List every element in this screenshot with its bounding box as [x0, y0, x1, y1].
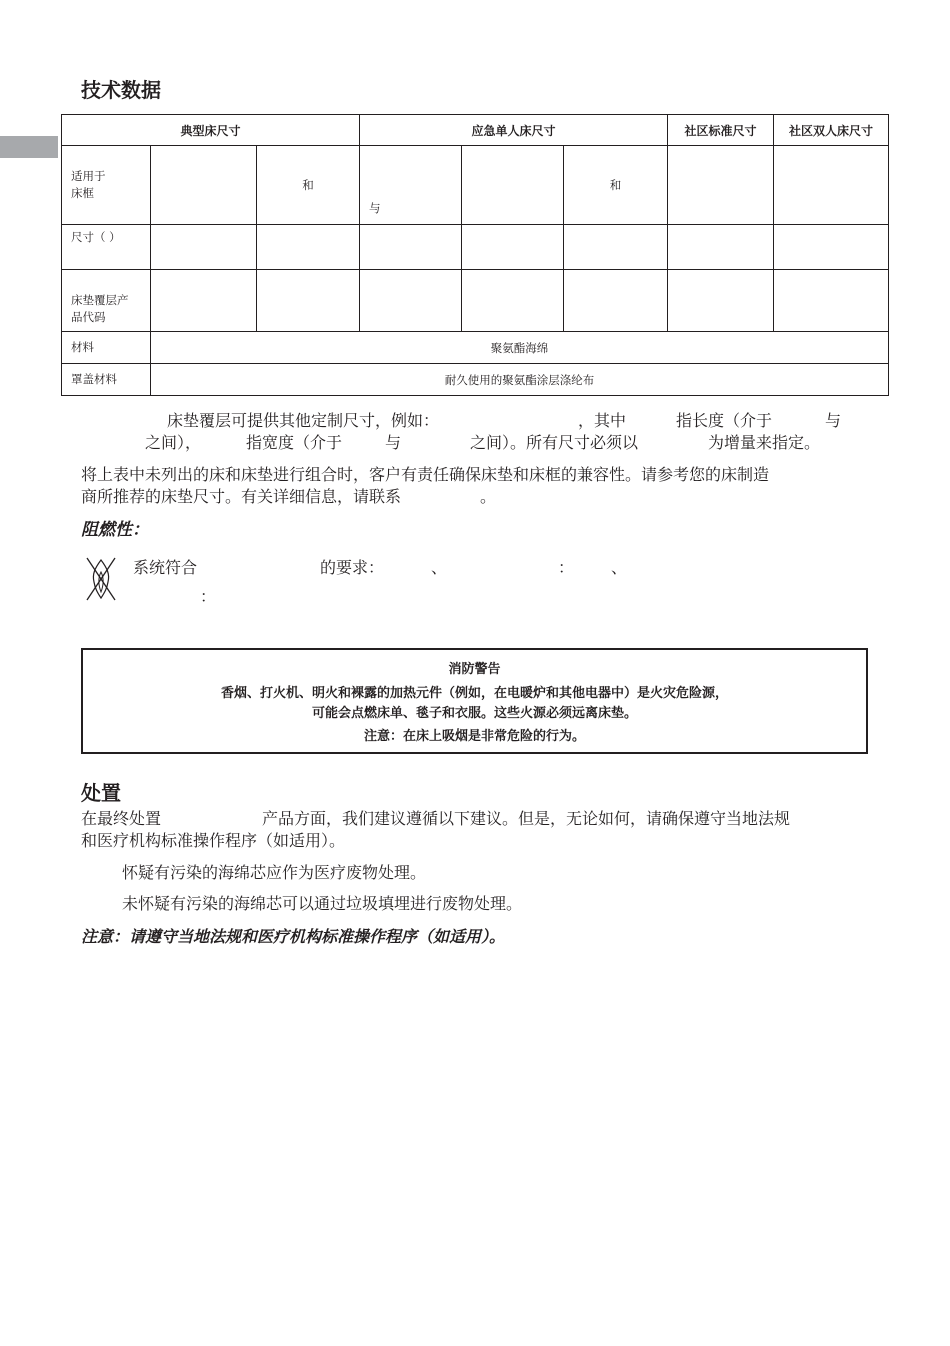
disposal-item-2: 未怀疑有污染的海绵芯可以通过垃圾填埋进行废物处理。	[122, 894, 523, 913]
cell	[564, 270, 668, 332]
cell	[257, 270, 360, 332]
cell	[668, 270, 774, 332]
cell	[462, 270, 564, 332]
row-label-fit-line2: 床框	[71, 186, 94, 200]
custom-sizes-text-2c: 与	[385, 433, 402, 452]
row-label-fit-line1: 适用于	[71, 169, 106, 183]
spec-table	[61, 114, 889, 396]
table-header-row	[62, 115, 889, 146]
cell	[151, 146, 257, 225]
cell	[360, 225, 462, 270]
row-label-code-line1: 床垫覆层产	[71, 293, 129, 307]
custom-sizes-text-1d: 与	[825, 411, 842, 430]
header-emergency-single: 应急单人床尺寸	[360, 115, 668, 146]
fire-warning-line1: 香烟、打火机、明火和裸露的加热元件（例如，在电暖炉和其他电器中）是火灾危险源，	[220, 686, 728, 701]
table-row-cover	[62, 364, 889, 396]
table-row-size	[62, 225, 889, 270]
row-label-code-line2: 品代码	[71, 310, 106, 324]
custom-sizes-text-1c: 指长度（介于	[676, 411, 773, 430]
cell	[462, 146, 564, 225]
disposal-text-2: 和医疗机构标准操作程序（如适用）。	[81, 831, 346, 850]
row-label-fit	[62, 146, 151, 225]
custom-sizes-text-1b: ，其中	[578, 411, 627, 430]
cell	[668, 146, 774, 225]
disposal-item-1: 怀疑有污染的海绵芯应作为医疗废物处理。	[122, 863, 427, 882]
fire-colon: ：	[558, 558, 575, 577]
heading-technical-data: 技术数据	[81, 78, 161, 102]
table-row-product-code	[62, 270, 889, 332]
fire-text-1b: 的要求：	[320, 558, 385, 577]
custom-sizes-text-2b: 指宽度（介于	[246, 433, 343, 452]
fire-text-1a: 系统符合	[133, 558, 198, 577]
cell	[668, 225, 774, 270]
material-value: 聚氨酯海绵	[151, 332, 889, 364]
heading-fire-retardancy: 阻燃性：	[81, 520, 149, 540]
custom-sizes-text-2a: 之间），	[145, 433, 202, 452]
fire-warning-line2: 可能会点燃床单、毯子和衣服。这些火源必须远离床垫。	[311, 706, 637, 721]
fire-warning-title: 消防警告	[448, 662, 501, 677]
crossed-out-flame-icon	[84, 556, 118, 602]
custom-sizes-text-1a: 床垫覆层可提供其他定制尺寸，例如：	[167, 411, 440, 430]
cell-with: 与	[360, 146, 462, 225]
table-row-fit	[62, 146, 889, 225]
header-typical-bed: 典型床尺寸	[62, 115, 360, 146]
heading-disposal: 处置	[81, 781, 121, 805]
cell-and-2: 和	[564, 146, 668, 225]
cell	[257, 225, 360, 270]
row-label-size: 尺寸（ ）	[62, 225, 151, 270]
row-label-material: 材料	[62, 332, 151, 364]
fire-sep-1: 、	[431, 558, 448, 577]
row-label-product-code	[62, 270, 151, 332]
header-community-standard: 社区标准尺寸	[668, 115, 774, 146]
fire-warning-box	[81, 648, 868, 754]
cell	[360, 270, 462, 332]
disposal-text-1b: 产品方面，我们建议遵循以下建议。但是，无论如何，请确保遵守当地法规	[262, 809, 791, 828]
fire-warning-line3: 注意：在床上吸烟是非常危险的行为。	[363, 729, 585, 744]
disposal-note: 注意：请遵守当地法规和医疗机构标准操作程序（如适用）。	[81, 927, 506, 946]
cell	[774, 146, 889, 225]
cover-value: 耐久使用的聚氨酯涂层涤纶布	[151, 364, 889, 396]
fire-sep-2: 、	[611, 558, 628, 577]
custom-sizes-text-2e: 为增量来指定。	[708, 433, 821, 452]
cell	[151, 225, 257, 270]
table-row-material	[62, 332, 889, 364]
fire-text-2: ：	[200, 587, 217, 606]
disposal-text-1a: 在最终处置	[81, 809, 162, 828]
cell-and-1: 和	[257, 146, 360, 225]
section-tab-marker	[0, 136, 58, 158]
header-community-double: 社区双人床尺寸	[774, 115, 889, 146]
compat-text-line2b: 。	[480, 487, 497, 506]
row-label-cover: 罩盖材料	[62, 364, 151, 396]
compat-text-line2a: 商所推荐的床垫尺寸。有关详细信息，请联系	[81, 487, 402, 506]
cell	[774, 270, 889, 332]
cell	[151, 270, 257, 332]
cell	[774, 225, 889, 270]
custom-sizes-text-2d: 之间）。所有尺寸必须以	[470, 433, 639, 452]
compat-text-line1: 将上表中未列出的床和床垫进行组合时，客户有责任确保床垫和床框的兼容性。请参考您的床制造	[81, 465, 770, 484]
cell	[564, 225, 668, 270]
cell	[462, 225, 564, 270]
